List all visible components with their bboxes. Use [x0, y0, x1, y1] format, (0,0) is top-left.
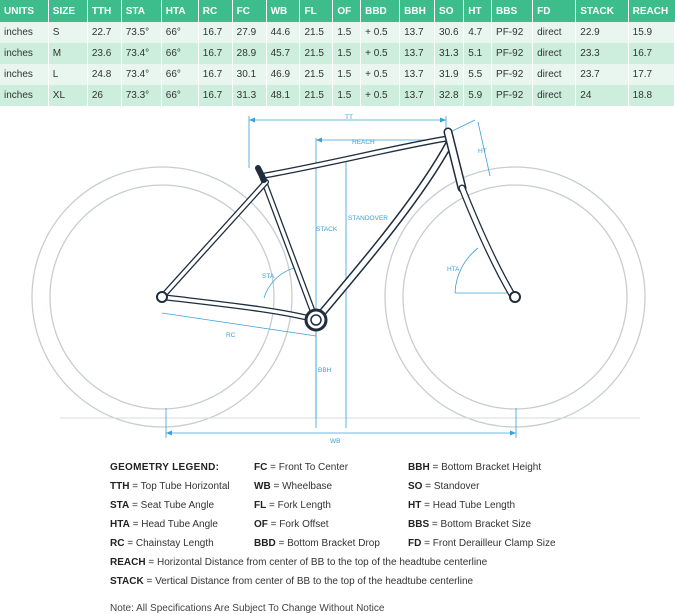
column-header: STA [121, 0, 161, 22]
legend-entry: FL = Fork Length [254, 500, 331, 511]
front-axle [510, 292, 520, 302]
table-cell: 4.7 [464, 22, 492, 43]
table-cell: 73.4° [121, 43, 161, 64]
column-header: BBS [492, 0, 533, 22]
rear-axle [157, 292, 167, 302]
table-cell: 22.9 [576, 22, 628, 43]
column-header: RC [198, 0, 232, 22]
legend-entry: BBD = Bottom Bracket Drop [254, 538, 380, 549]
legend-entry: FD = Front Derailleur Clamp Size [408, 538, 556, 549]
table-cell: 16.7 [198, 85, 232, 106]
table-cell: 24 [576, 85, 628, 106]
table-cell: 18.8 [628, 85, 674, 106]
tt-label: TT [345, 114, 353, 121]
bike-geometry-diagram [0, 108, 675, 453]
table-cell: direct [533, 43, 576, 64]
table-cell: 21.5 [300, 85, 333, 106]
legend-entry: STA = Seat Tube Angle [110, 500, 215, 511]
table-cell: 1.5 [333, 85, 361, 106]
table-cell: 30.6 [435, 22, 464, 43]
disclaimer-note: Note: All Specifications Are Subject To Change Without Notice [110, 603, 385, 614]
table-cell: direct [533, 64, 576, 85]
table-row [0, 64, 675, 85]
table-cell: + 0.5 [361, 85, 400, 106]
table-cell: 66° [161, 64, 198, 85]
table-cell: 1.5 [333, 64, 361, 85]
table-cell: inches [0, 85, 48, 106]
legend-entry: TTH = Top Tube Horizontal [110, 481, 230, 492]
table-cell: M [48, 43, 87, 64]
rc-label: RC [226, 332, 236, 339]
table-cell: 31.3 [435, 43, 464, 64]
reach-label: REACH [352, 139, 375, 146]
column-header: OF [333, 0, 361, 22]
table-cell: + 0.5 [361, 22, 400, 43]
table-cell: 5.1 [464, 43, 492, 64]
table-cell: 27.9 [232, 22, 266, 43]
legend-reach: REACH = Horizontal Distance from center of BB to the top of the headtube centerline [110, 557, 488, 568]
table-cell: XL [48, 85, 87, 106]
table-cell: 24.8 [87, 64, 121, 85]
dimension-lines [162, 116, 516, 438]
table-cell: 46.9 [266, 64, 300, 85]
table-cell: 5.9 [464, 85, 492, 106]
column-header: SO [435, 0, 464, 22]
table-cell: 66° [161, 22, 198, 43]
column-header: SIZE [48, 0, 87, 22]
column-header: BBH [400, 0, 435, 22]
legend-entry: OF = Fork Offset [254, 519, 329, 530]
bottom-bracket [306, 310, 326, 330]
column-header: HT [464, 0, 492, 22]
column-header: BBD [361, 0, 400, 22]
hta-label: HTA [447, 266, 460, 273]
table-cell: 16.7 [198, 22, 232, 43]
column-header: REACH [628, 0, 674, 22]
column-header: FC [232, 0, 266, 22]
table-cell: 66° [161, 43, 198, 64]
table-cell: 16.7 [198, 43, 232, 64]
table-cell: 66° [161, 85, 198, 106]
table-cell: 13.7 [400, 22, 435, 43]
table-cell: direct [533, 85, 576, 106]
table-cell: 15.9 [628, 22, 674, 43]
column-header: STACK [576, 0, 628, 22]
table-cell: + 0.5 [361, 43, 400, 64]
column-header: UNITS [0, 0, 48, 22]
table-cell: 73.3° [121, 85, 161, 106]
geometry-table [0, 0, 675, 106]
table-cell: 73.4° [121, 64, 161, 85]
table-cell: S [48, 22, 87, 43]
table-cell: 13.7 [400, 43, 435, 64]
table-row [0, 43, 675, 64]
legend-entry: RC = Chainstay Length [110, 538, 214, 549]
table-cell: 30.1 [232, 64, 266, 85]
column-header: FL [300, 0, 333, 22]
table-cell: 17.7 [628, 64, 674, 85]
table-cell: 13.7 [400, 64, 435, 85]
table-cell: 31.3 [232, 85, 266, 106]
legend-entry: HTA = Head Tube Angle [110, 519, 218, 530]
table-cell: + 0.5 [361, 64, 400, 85]
table-cell: direct [533, 22, 576, 43]
table-cell: 23.6 [87, 43, 121, 64]
table-cell: 23.7 [576, 64, 628, 85]
table-cell: 45.7 [266, 43, 300, 64]
column-header: TTH [87, 0, 121, 22]
table-cell: inches [0, 22, 48, 43]
ht-label: HT [478, 148, 487, 155]
table-cell: 44.6 [266, 22, 300, 43]
stack-label: STACK [316, 226, 338, 233]
legend-entry: BBS = Bottom Bracket Size [408, 519, 532, 530]
legend-entry: HT = Head Tube Length [408, 500, 516, 511]
table-cell: 21.5 [300, 43, 333, 64]
table-cell: 31.9 [435, 64, 464, 85]
standover-label: STANDOVER [348, 215, 388, 222]
table-cell: 48.1 [266, 85, 300, 106]
table-cell: 1.5 [333, 43, 361, 64]
table-cell: PF-92 [492, 22, 533, 43]
table-cell: PF-92 [492, 64, 533, 85]
column-header: HTA [161, 0, 198, 22]
legend-stack: STACK = Vertical Distance from center of BB to the top of the headtube centerline [110, 576, 474, 587]
table-cell: 23.3 [576, 43, 628, 64]
table-cell: inches [0, 64, 48, 85]
legend-entry: FC = Front To Center [254, 462, 349, 473]
table-cell: 73.5° [121, 22, 161, 43]
table-header-row [0, 0, 675, 22]
bbh-label: BBH [318, 367, 332, 374]
table-cell: 32.8 [435, 85, 464, 106]
legend-entry: WB = Wheelbase [254, 481, 333, 492]
table-cell: 22.7 [87, 22, 121, 43]
column-header: WB [266, 0, 300, 22]
table-row [0, 85, 675, 106]
wb-label: WB [330, 438, 341, 445]
table-cell: 26 [87, 85, 121, 106]
table-row [0, 22, 675, 43]
table-cell: 16.7 [198, 64, 232, 85]
sta-label: STA [262, 273, 275, 280]
table-cell: 16.7 [628, 43, 674, 64]
table-cell: 13.7 [400, 85, 435, 106]
dimension-arrows [166, 118, 516, 436]
table-cell: 28.9 [232, 43, 266, 64]
table-cell: 5.5 [464, 64, 492, 85]
legend-entry: SO = Standover [408, 481, 480, 492]
table-cell: PF-92 [492, 43, 533, 64]
table-cell: 1.5 [333, 22, 361, 43]
legend-title: GEOMETRY LEGEND: [110, 462, 220, 473]
legend-entry: BBH = Bottom Bracket Height [408, 462, 542, 473]
table-cell: 21.5 [300, 64, 333, 85]
bike-frame [162, 132, 514, 320]
column-header: FD [533, 0, 576, 22]
table-cell: L [48, 64, 87, 85]
table-cell: inches [0, 43, 48, 64]
table-cell: PF-92 [492, 85, 533, 106]
table-cell: 21.5 [300, 22, 333, 43]
